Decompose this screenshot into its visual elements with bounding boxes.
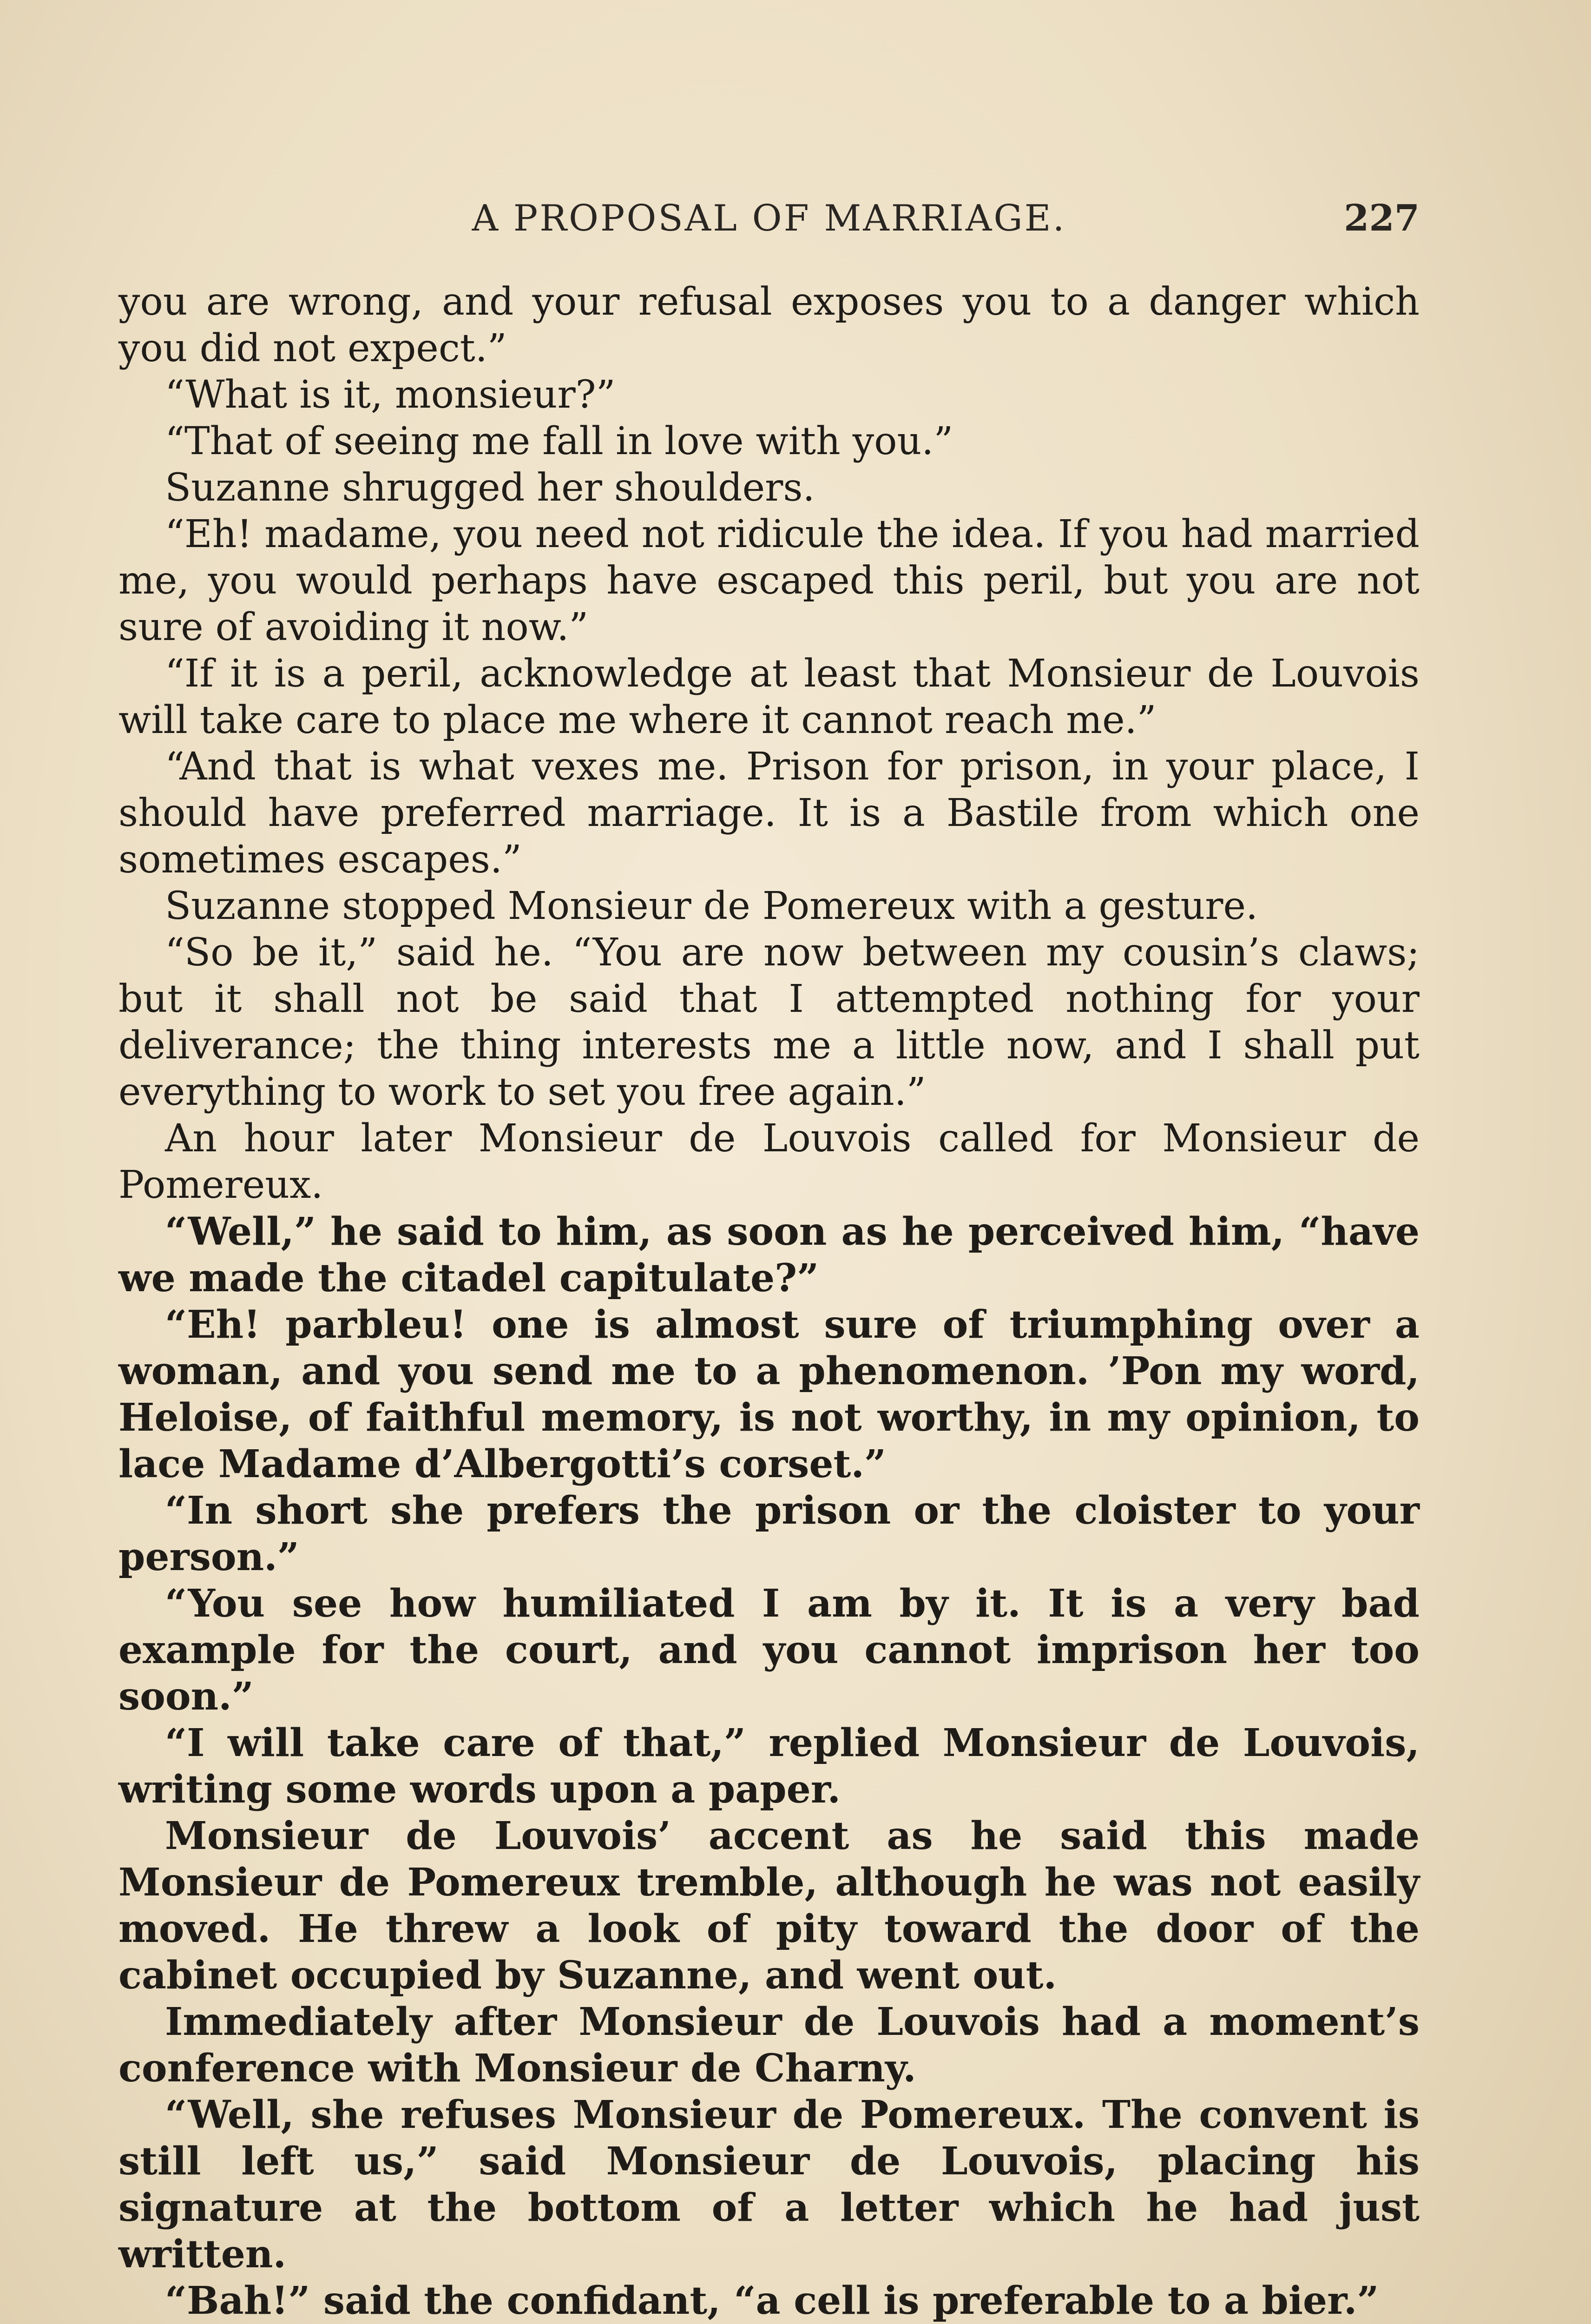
- running-head: [118, 191, 1420, 246]
- paragraph: “If it is a peril, acknowledge at least that Monsieur de Louvois will take care to place me where it cannot reach me.”: [118, 652, 1420, 742]
- paragraph: “You see how humiliated I am by it. It is a very bad example for the court, and you cannot imprison her too soon.”: [118, 1581, 1420, 1719]
- paragraph: An hour later Monsieur de Louvois called for Monsieur de Pomereux.: [118, 1116, 1420, 1207]
- paragraph: “What is it, monsieur?”: [165, 373, 616, 417]
- paragraph: “Eh! parbleu! one is almost sure of triumphing over a woman, and you send me to a phenomenon. ’Pon my word, Heloise, of faithful memory, is not worthy, in my opinion, to lace Madame d’Albergotti’s corset.”: [118, 1302, 1420, 1486]
- paragraph: you are wrong, and your refusal exposes you to a danger which you did not expect.”: [118, 280, 1420, 370]
- paragraph: “I will take care of that,” replied Monsieur de Louvois, writing some words upon a paper.: [118, 1721, 1420, 1812]
- paragraph: “Well,” he said to him, as soon as he perceived him, “have we made the citadel capitulate?”: [118, 1209, 1420, 1301]
- paragraph: Immediately after Monsieur de Louvois had a moment’s conference with Monsieur de Charny.: [118, 2000, 1420, 2091]
- paragraph: “So be it,” said he. “You are now between my cousin’s claws; but it shall not be said that I attempted nothing for your deliverance; the thing interests me a little now, and I shall put everything to work to set you free again.”: [118, 931, 1420, 1114]
- paragraph: Monsieur de Louvois’ accent as he said this made Monsieur de Pomereux tremble, although he was not easily moved. He threw a look of pity toward the door of the cabinet occupied by Suzanne, and went out.: [118, 1814, 1420, 1998]
- paragraph: Suzanne shrugged her shoulders.: [165, 466, 815, 510]
- paragraph: “Well, she refuses Monsieur de Pomereux. The convent is still left us,” said Monsieur de Louvois, placing his signature at the bottom of a letter which he had just written.: [118, 2093, 1420, 2277]
- paragraph: Suzanne stopped Monsieur de Pomereux with a gesture.: [165, 884, 1258, 928]
- page-number: 227: [1344, 197, 1420, 239]
- body-text: [118, 279, 1420, 2324]
- paragraph: “And that is what vexes me. Prison for prison, in your place, I should have preferred marriage. It is a Bastile from which one sometimes escapes.”: [118, 745, 1420, 882]
- paragraph: “Eh! madame, you need not ridicule the idea. If you had married me, you would perhaps have escaped this peril, but you are not sure of avoiding it now.”: [118, 512, 1420, 649]
- paragraph: “In short she prefers the prison or the cloister to your person.”: [118, 1488, 1420, 1579]
- paragraph: “That of seeing me fall in love with you.”: [165, 419, 953, 463]
- paragraph: “Bah!” said the confidant, “a cell is preferable to a bier.”: [165, 2278, 1379, 2323]
- running-title: A PROPOSAL OF MARRIAGE.: [472, 198, 1066, 239]
